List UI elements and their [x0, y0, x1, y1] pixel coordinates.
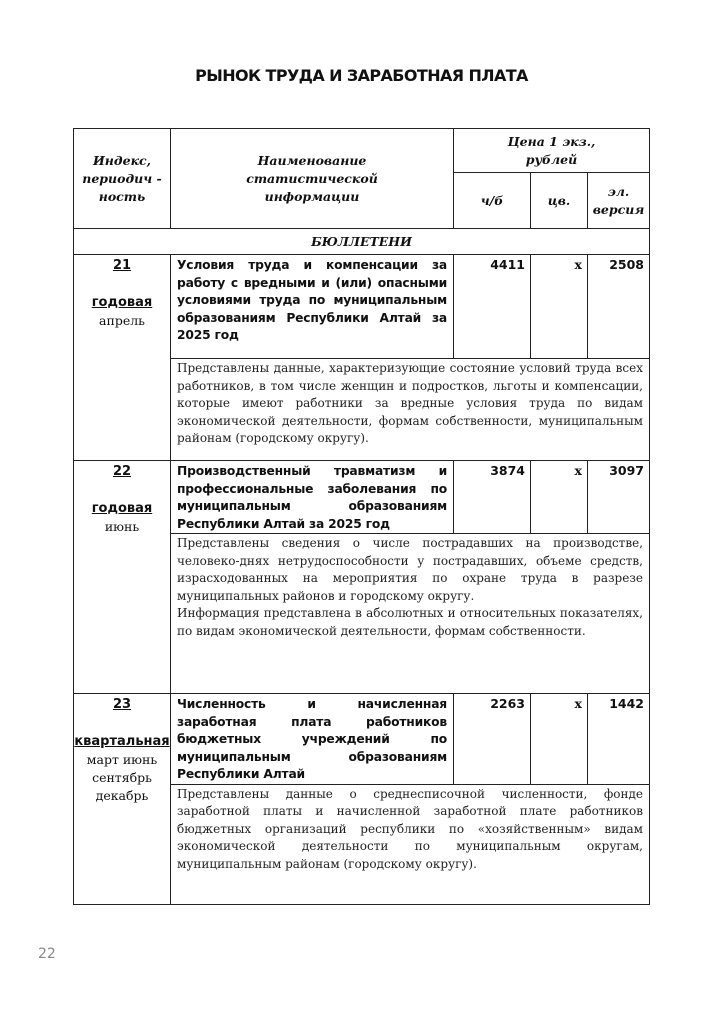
page-number: 22	[38, 946, 56, 962]
publication-description	[171, 534, 650, 694]
table-row	[74, 255, 650, 359]
header-index: Индекс, периодич - ность	[74, 129, 171, 229]
price-bw: 4411	[454, 255, 531, 359]
header-electronic: эл. версия	[588, 173, 650, 229]
description-paragraph: Представлены данные о среднесписочной численности, фонде заработной платы и начисленной заработной плате работников бюджетных организаций республики по «хозяйственным» видам экономической деятельности по муниципальным округам, муниципальным районам (городскому округу).	[177, 786, 643, 871]
index-number: 23	[112, 697, 132, 712]
price-bw: 2263	[454, 694, 531, 785]
index-cell	[74, 461, 171, 694]
schedule: март июнь сентябрь декабрь	[86, 752, 158, 803]
index-number: 22	[112, 464, 132, 479]
section-heading: БЮЛЛЕТЕНИ	[74, 229, 650, 255]
table-row	[74, 694, 650, 785]
header-price: Цена 1 экз., рублей	[454, 129, 650, 173]
header-bw: ч/б	[454, 173, 531, 229]
price-electronic: 1442	[588, 694, 650, 785]
publication-title: Производственный травматизм и профессиональные заболевания по муниципальным образованиям Республики Алтай за 2025 год	[171, 461, 454, 534]
publication-title: Численность и начисленная заработная плата работников бюджетных учреждений по муниципальным образованиям Республики Алтай	[171, 694, 454, 785]
description-paragraph: Представлены сведения о числе пострадавших на производстве, человеко-днях нетрудоспособности у пострадавших, объеме средств, израсходованных на мероприятия по охране труда в разрезе муниципальных районов и городскому округу.	[177, 536, 643, 603]
index-number: 21	[112, 258, 132, 273]
price-color: х	[531, 461, 588, 534]
price-electronic: 2508	[588, 255, 650, 359]
header-color: цв.	[531, 173, 588, 229]
publication-title: Условия труда и компенсации за работу с вредными и (или) опасными условиями труда по муниципальным образованиям Республики Алтай за 2025 год	[171, 255, 454, 359]
index-cell	[74, 694, 171, 905]
page-title: РЫНОК ТРУДА И ЗАРАБОТНАЯ ПЛАТА	[195, 66, 528, 85]
periodicity: годовая	[91, 295, 153, 310]
periodicity: годовая	[91, 501, 153, 516]
header-name: Наименование статистической информации	[171, 129, 454, 229]
price-electronic: 3097	[588, 461, 650, 534]
publication-description	[171, 359, 650, 461]
publications-table	[73, 128, 650, 905]
schedule: июнь	[104, 519, 140, 534]
index-cell	[74, 255, 171, 461]
table-row	[74, 461, 650, 534]
description-paragraph: Представлены данные, характеризующие состояние условий труда всех работников, в том числе женщин и подростков, льготы и компенсации, которые имеют работники за вредные условия труда по видам экономической деятельности, формам собственности, муниципальным районам (городскому округу).	[177, 361, 643, 446]
description-paragraph: Информация представлена в абсолютных и относительных показателях, по видам экономической деятельности, формам собственности.	[177, 606, 643, 638]
price-color: х	[531, 255, 588, 359]
periodicity: квартальная	[74, 734, 170, 749]
publication-description	[171, 784, 650, 904]
price-color: х	[531, 694, 588, 785]
price-bw: 3874	[454, 461, 531, 534]
schedule: апрель	[99, 313, 145, 328]
